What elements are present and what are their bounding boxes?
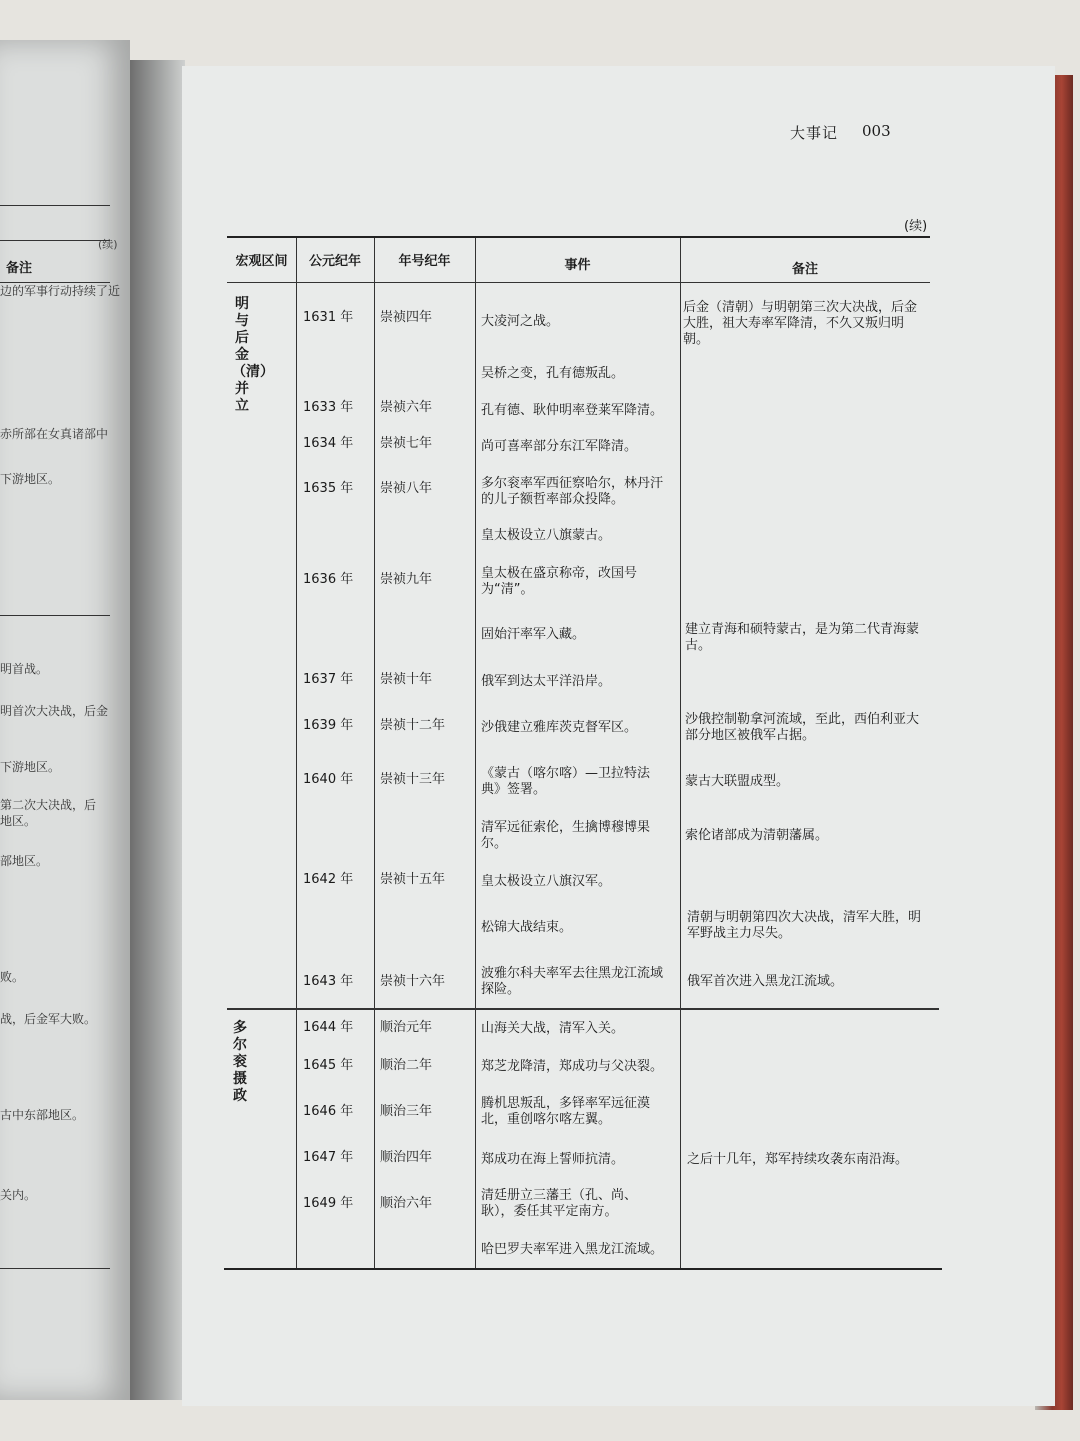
cell-note: 索伦诸部成为清朝藩属。	[685, 828, 829, 843]
cell-event: 《蒙古（喀尔喀）—卫拉特法典》签署。	[481, 766, 651, 797]
era-label: 明与后金（清）并立	[232, 296, 274, 414]
cell-reign: 崇祯十年	[380, 672, 433, 687]
cell-event: 松锦大战结束。	[481, 920, 573, 935]
cell-year: 1633 年	[303, 400, 354, 415]
left-snippet: 明首战。	[0, 662, 49, 676]
cell-year: 1634 年	[303, 436, 354, 451]
cell-year: 1636 年	[303, 572, 354, 587]
cell-event: 孔有德、耿仲明率登莱军降清。	[481, 403, 664, 418]
cell-year: 1645 年	[303, 1058, 354, 1073]
cell-year: 1637 年	[303, 672, 354, 687]
cell-reign: 崇祯八年	[380, 481, 433, 496]
cell-note: 沙俄控制勒拿河流域，至此，西伯利亚大部分地区被俄军占据。	[685, 712, 920, 743]
column-header: 事件	[564, 258, 591, 273]
cell-event: 皇太极设立八旗蒙古。	[481, 528, 612, 543]
column-divider	[475, 238, 476, 1268]
left-snippet: 第二次大决战，后	[0, 798, 97, 812]
cell-year: 1646 年	[303, 1104, 354, 1119]
cell-event: 沙俄建立雅库茨克督军区。	[481, 720, 638, 735]
cell-reign: 崇祯九年	[380, 572, 433, 587]
cell-event: 皇太极设立八旗汉军。	[481, 874, 612, 889]
column-divider	[680, 238, 681, 1268]
cell-note: 后金（清朝）与明朝第三次大决战，后金大胜，祖大寿率军降清，不久又叛归明朝。	[683, 300, 918, 347]
cell-note: 蒙古大联盟成型。	[685, 774, 790, 789]
left-rule	[0, 1268, 110, 1269]
right-page	[182, 66, 1055, 1406]
left-snippet: 明首次大决战，后金	[0, 704, 109, 718]
cell-year: 1639 年	[303, 718, 354, 733]
table-bottom-rule	[224, 1268, 942, 1270]
cell-event: 腾机思叛乱，多铎率军远征漠北，重创喀尔喀左翼。	[481, 1096, 651, 1127]
column-header: 备注	[791, 262, 818, 277]
cell-event: 俄军到达太平洋沿岸。	[481, 674, 612, 689]
left-continued-mark: (续)	[98, 238, 118, 251]
column-divider	[374, 238, 375, 1268]
cell-event: 哈巴罗夫率军进入黑龙江流域。	[481, 1242, 664, 1257]
cell-year: 1647 年	[303, 1150, 354, 1165]
cell-year: 1643 年	[303, 974, 354, 989]
cell-reign: 崇祯十三年	[380, 772, 446, 787]
cell-year: 1635 年	[303, 481, 354, 496]
left-snippet: 关内。	[0, 1188, 37, 1202]
cell-event: 郑芝龙降清，郑成功与父决裂。	[481, 1059, 664, 1074]
cell-reign: 顺治四年	[380, 1150, 433, 1165]
page-number: 003	[862, 122, 891, 140]
left-snippet: 赤所部在女真诸部中	[0, 427, 109, 441]
cell-year: 1644 年	[303, 1020, 354, 1035]
left-snippet: 部地区。	[0, 854, 49, 868]
cell-reign: 崇祯十二年	[380, 718, 446, 733]
cell-event: 波雅尔科夫率军去往黑龙江流域探险。	[481, 966, 664, 997]
cell-reign: 顺治元年	[380, 1020, 433, 1035]
cell-reign: 崇祯七年	[380, 436, 433, 451]
left-snippet: 战，后金军大败。	[0, 1012, 97, 1026]
cell-note: 俄军首次进入黑龙江流域。	[687, 974, 844, 989]
running-header-title: 大事记	[790, 124, 839, 142]
cell-year: 1631 年	[303, 310, 354, 325]
cell-reign: 崇祯四年	[380, 310, 433, 325]
cell-year: 1640 年	[303, 772, 354, 787]
cell-reign: 崇祯十五年	[380, 872, 446, 887]
column-header: 宏观区间	[235, 254, 288, 269]
cell-event: 尚可喜率部分东江军降清。	[481, 439, 638, 454]
cell-year: 1642 年	[303, 872, 354, 887]
table-top-rule	[227, 236, 930, 238]
book-spine-shadow	[130, 60, 185, 1400]
cell-note: 清朝与明朝第四次大决战，清军大胜，明军野战主力尽失。	[687, 910, 922, 941]
left-snippet: 古中东部地区。	[0, 1108, 85, 1122]
cell-reign: 顺治二年	[380, 1058, 433, 1073]
cell-reign: 崇祯六年	[380, 400, 433, 415]
left-rule	[0, 615, 110, 616]
era-label: 多尔衮摄政	[233, 1020, 247, 1104]
cell-year: 1649 年	[303, 1196, 354, 1211]
left-rule	[0, 240, 110, 241]
group-divider	[227, 1008, 939, 1010]
cell-event: 多尔衮率军西征察哈尔，林丹汗的儿子额哲率部众投降。	[481, 476, 664, 507]
left-snippet: 下游地区。	[0, 760, 61, 774]
left-page	[0, 40, 130, 1400]
cell-reign: 顺治三年	[380, 1104, 433, 1119]
cell-note: 建立青海和硕特蒙古，是为第二代青海蒙古。	[685, 622, 920, 653]
cell-event: 固始汗率军入藏。	[481, 627, 586, 642]
cell-event: 清军远征索伦，生擒博穆博果尔。	[481, 820, 651, 851]
left-snippet: 败。	[0, 970, 25, 984]
left-snippet: 地区。	[0, 814, 37, 828]
cell-event: 清廷册立三藩王（孔、尚、耿），委任其平定南方。	[481, 1188, 638, 1219]
column-header: 公元纪年	[308, 254, 361, 269]
left-rule	[0, 205, 110, 206]
left-snippet: 边的军事行动持续了近	[0, 284, 121, 298]
left-note-header: 备注	[6, 261, 33, 276]
cell-event: 大凌河之战。	[481, 314, 560, 329]
cell-event: 吴桥之变，孔有德叛乱。	[481, 366, 625, 381]
column-header: 年号纪年	[398, 254, 451, 269]
cell-reign: 崇祯十六年	[380, 974, 446, 989]
column-divider	[296, 238, 297, 1268]
header-rule	[227, 282, 930, 283]
cell-event: 皇太极在盛京称帝，改国号为“清”。	[481, 566, 638, 597]
cell-note: 之后十几年，郑军持续攻袭东南沿海。	[687, 1152, 909, 1167]
cell-event: 郑成功在海上誓师抗清。	[481, 1152, 625, 1167]
continued-mark: (续)	[904, 219, 928, 234]
cell-reign: 顺治六年	[380, 1196, 433, 1211]
cell-event: 山海关大战，清军入关。	[481, 1021, 625, 1036]
left-snippet: 下游地区。	[0, 472, 61, 486]
